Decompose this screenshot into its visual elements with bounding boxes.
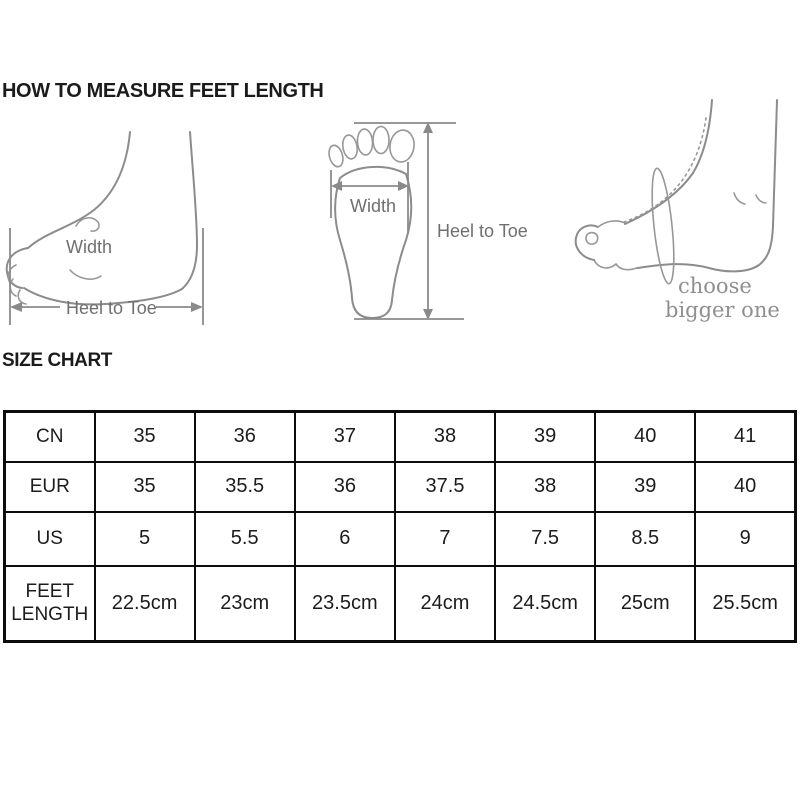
heel-to-toe-label: Heel to Toe bbox=[437, 221, 528, 241]
foot-sole-view-illustration bbox=[320, 106, 532, 324]
row-label-cell: CN bbox=[5, 412, 95, 462]
width-label: Width bbox=[350, 196, 397, 216]
size-cell: 7.5 bbox=[495, 512, 595, 566]
size-cell: 7 bbox=[395, 512, 495, 566]
size-cell: 35.5 bbox=[195, 462, 295, 512]
size-cell: 23.5cm bbox=[295, 566, 395, 642]
size-cell: 35 bbox=[95, 412, 195, 462]
table-row-eur bbox=[5, 462, 796, 512]
size-cell: 5.5 bbox=[195, 512, 295, 566]
size-cell: 36 bbox=[295, 462, 395, 512]
heel-to-toe-label: Heel to Toe bbox=[66, 298, 157, 318]
row-label-cell: FEET LENGTH bbox=[5, 566, 95, 642]
arrow-right-icon bbox=[191, 302, 203, 312]
width-label: Width bbox=[66, 237, 113, 257]
size-cell: 35 bbox=[95, 462, 195, 512]
size-cell: 39 bbox=[595, 462, 695, 512]
size-cell: 36 bbox=[195, 412, 295, 462]
foot-girth-illustration bbox=[565, 96, 797, 322]
heel-to-toe-dimension bbox=[354, 122, 528, 320]
size-cell: 5 bbox=[95, 512, 195, 566]
arrow-left-icon bbox=[10, 302, 22, 312]
table-row-cn bbox=[5, 412, 796, 462]
size-cell: 23cm bbox=[195, 566, 295, 642]
note-choose-line: choose bbox=[678, 274, 752, 298]
size-chart-table bbox=[3, 410, 797, 643]
size-cell: 8.5 bbox=[595, 512, 695, 566]
size-cell: 9 bbox=[695, 512, 795, 566]
size-cell: 24.5cm bbox=[495, 566, 595, 642]
size-cell: 40 bbox=[695, 462, 795, 512]
size-chart-heading: SIZE CHART bbox=[2, 350, 113, 371]
row-label-cell: EUR bbox=[5, 462, 95, 512]
girth-measure-ellipse bbox=[648, 167, 678, 284]
foot-side-view-illustration bbox=[0, 118, 215, 330]
width-dimension bbox=[331, 162, 409, 234]
size-cell: 22.5cm bbox=[95, 566, 195, 642]
size-cell: 25cm bbox=[595, 566, 695, 642]
foot-girth-outline bbox=[576, 100, 777, 271]
size-cell: 24cm bbox=[395, 566, 495, 642]
size-cell: 37 bbox=[295, 412, 395, 462]
size-cell: 41 bbox=[695, 412, 795, 462]
size-cell: 38 bbox=[495, 462, 595, 512]
size-cell: 25.5cm bbox=[695, 566, 795, 642]
table-row-feet-length bbox=[5, 566, 796, 642]
table-row-us bbox=[5, 512, 796, 566]
note-bigger-one-line: bigger one bbox=[665, 298, 780, 322]
size-cell: 38 bbox=[395, 412, 495, 462]
size-cell: 39 bbox=[495, 412, 595, 462]
row-label-cell: US bbox=[5, 512, 95, 566]
foot-side-outline bbox=[7, 132, 197, 304]
foot-sole-outline bbox=[327, 127, 416, 319]
size-cell: 37.5 bbox=[395, 462, 495, 512]
page-title: HOW TO MEASURE FEET LENGTH bbox=[2, 80, 324, 102]
size-cell: 6 bbox=[295, 512, 395, 566]
size-cell: 40 bbox=[595, 412, 695, 462]
